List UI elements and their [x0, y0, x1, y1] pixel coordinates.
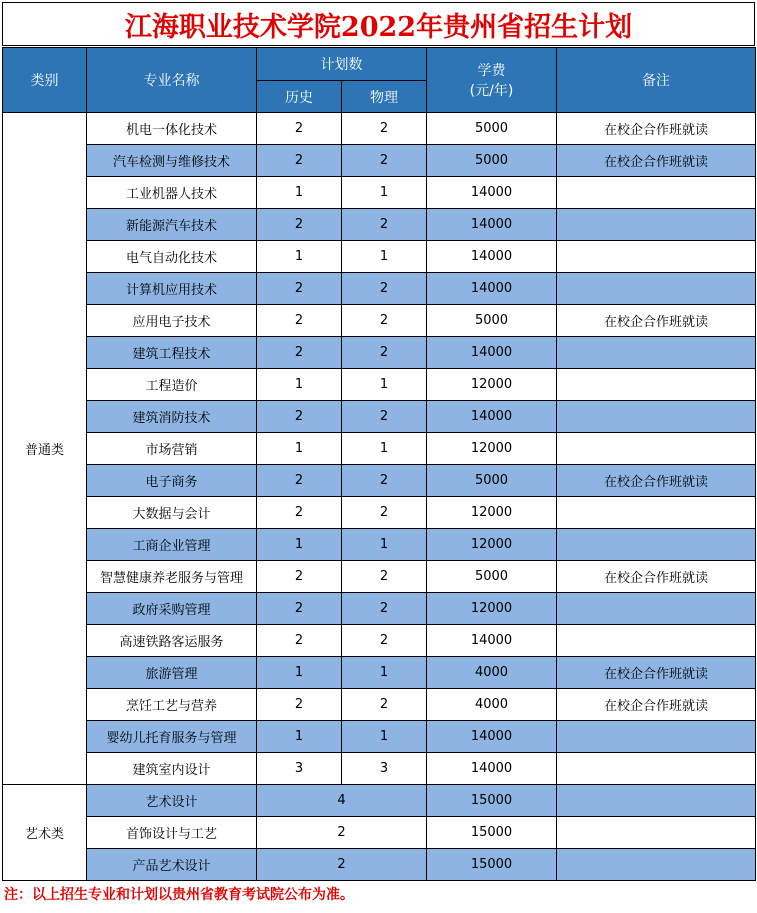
remark-cell: 在校企合作班就读 [557, 689, 756, 721]
physics-cell: 2 [342, 561, 427, 593]
table-row [3, 849, 756, 881]
major-cell: 首饰设计与工艺 [87, 817, 257, 849]
fee-cell: 15000 [427, 785, 557, 817]
physics-cell: 1 [342, 177, 427, 209]
fee-cell: 12000 [427, 593, 557, 625]
remark-cell [557, 625, 756, 657]
major-cell: 工业机器人技术 [87, 177, 257, 209]
history-cell: 2 [257, 337, 342, 369]
major-cell: 旅游管理 [87, 657, 257, 689]
table-row [3, 785, 756, 817]
physics-cell: 2 [342, 209, 427, 241]
header-major: 专业名称 [87, 48, 257, 113]
history-cell: 2 [257, 689, 342, 721]
page-title: 江海职业技术学院2022年贵州省招生计划 [2, 2, 755, 46]
history-cell: 1 [257, 657, 342, 689]
major-cell: 大数据与会计 [87, 497, 257, 529]
table-row [3, 337, 756, 369]
fee-cell: 5000 [427, 113, 557, 145]
history-cell: 2 [257, 561, 342, 593]
physics-cell: 2 [342, 625, 427, 657]
header-fee-line1: 学费 [477, 63, 506, 79]
history-cell: 2 [257, 593, 342, 625]
history-cell: 1 [257, 177, 342, 209]
remark-cell [557, 497, 756, 529]
fee-cell: 4000 [427, 657, 557, 689]
remark-cell [557, 593, 756, 625]
table-row [3, 529, 756, 561]
remark-cell [557, 177, 756, 209]
remark-cell [557, 369, 756, 401]
physics-cell: 2 [342, 689, 427, 721]
major-cell: 市场营销 [87, 433, 257, 465]
remark-cell: 在校企合作班就读 [557, 561, 756, 593]
plan-cell: 2 [257, 817, 427, 849]
table-body [3, 113, 756, 881]
major-cell: 烹饪工艺与营养 [87, 689, 257, 721]
physics-cell: 2 [342, 273, 427, 305]
history-cell: 1 [257, 241, 342, 273]
history-cell: 2 [257, 113, 342, 145]
major-cell: 建筑工程技术 [87, 337, 257, 369]
major-cell: 计算机应用技术 [87, 273, 257, 305]
physics-cell: 1 [342, 529, 427, 561]
major-cell: 智慧健康养老服务与管理 [87, 561, 257, 593]
remark-cell [557, 785, 756, 817]
header-physics: 物理 [342, 81, 427, 113]
major-cell: 婴幼儿托育服务与管理 [87, 721, 257, 753]
remark-cell: 在校企合作班就读 [557, 305, 756, 337]
fee-cell: 5000 [427, 305, 557, 337]
table-row [3, 145, 756, 177]
major-cell: 高速铁路客运服务 [87, 625, 257, 657]
remark-cell: 在校企合作班就读 [557, 145, 756, 177]
major-cell: 建筑室内设计 [87, 753, 257, 785]
fee-cell: 12000 [427, 369, 557, 401]
history-cell: 2 [257, 497, 342, 529]
physics-cell: 2 [342, 113, 427, 145]
remark-cell [557, 273, 756, 305]
fee-cell: 14000 [427, 721, 557, 753]
header-category: 类别 [3, 48, 87, 113]
history-cell: 2 [257, 625, 342, 657]
history-cell: 2 [257, 465, 342, 497]
fee-cell: 14000 [427, 625, 557, 657]
table-row [3, 209, 756, 241]
remark-cell [557, 849, 756, 881]
major-cell: 汽车检测与维修技术 [87, 145, 257, 177]
plan-cell: 2 [257, 849, 427, 881]
header-fee [427, 48, 557, 113]
remark-cell [557, 753, 756, 785]
table-row [3, 689, 756, 721]
fee-cell: 14000 [427, 241, 557, 273]
remark-cell [557, 209, 756, 241]
fee-cell: 5000 [427, 465, 557, 497]
fee-cell: 14000 [427, 209, 557, 241]
physics-cell: 3 [342, 753, 427, 785]
physics-cell: 1 [342, 433, 427, 465]
physics-cell: 1 [342, 369, 427, 401]
remark-cell [557, 337, 756, 369]
remark-cell [557, 721, 756, 753]
physics-cell: 2 [342, 337, 427, 369]
history-cell: 1 [257, 721, 342, 753]
fee-cell: 15000 [427, 817, 557, 849]
header-plan: 计划数 [257, 48, 427, 81]
fee-cell: 14000 [427, 401, 557, 433]
header-history: 历史 [257, 81, 342, 113]
major-cell: 政府采购管理 [87, 593, 257, 625]
table-row [3, 721, 756, 753]
category-cell: 普通类 [3, 113, 87, 785]
header-fee-line2: (元/年) [469, 83, 514, 99]
physics-cell: 1 [342, 241, 427, 273]
major-cell: 电气自动化技术 [87, 241, 257, 273]
major-cell: 应用电子技术 [87, 305, 257, 337]
fee-cell: 12000 [427, 497, 557, 529]
table-row [3, 465, 756, 497]
history-cell: 1 [257, 369, 342, 401]
remark-cell: 在校企合作班就读 [557, 465, 756, 497]
fee-cell: 5000 [427, 561, 557, 593]
table-row [3, 561, 756, 593]
category-cell: 艺术类 [3, 785, 87, 881]
table-row [3, 433, 756, 465]
fee-cell: 15000 [427, 849, 557, 881]
history-cell: 1 [257, 529, 342, 561]
fee-cell: 14000 [427, 753, 557, 785]
remark-cell [557, 817, 756, 849]
history-cell: 2 [257, 401, 342, 433]
history-cell: 2 [257, 273, 342, 305]
footnote: 注：以上招生专业和计划以贵州省教育考试院公布为准。 [4, 887, 354, 903]
physics-cell: 2 [342, 465, 427, 497]
physics-cell: 2 [342, 305, 427, 337]
physics-cell: 2 [342, 497, 427, 529]
remark-cell [557, 241, 756, 273]
physics-cell: 1 [342, 657, 427, 689]
table-row [3, 177, 756, 209]
fee-cell: 5000 [427, 145, 557, 177]
table-row [3, 369, 756, 401]
remark-cell [557, 529, 756, 561]
fee-cell: 14000 [427, 337, 557, 369]
enrollment-plan-table [2, 47, 756, 881]
table-row [3, 753, 756, 785]
fee-cell: 12000 [427, 529, 557, 561]
table-row [3, 657, 756, 689]
plan-cell: 4 [257, 785, 427, 817]
table-row [3, 497, 756, 529]
table-row [3, 593, 756, 625]
major-cell: 工商企业管理 [87, 529, 257, 561]
table-row [3, 113, 756, 145]
table-row [3, 241, 756, 273]
history-cell: 3 [257, 753, 342, 785]
fee-cell: 14000 [427, 273, 557, 305]
remark-cell: 在校企合作班就读 [557, 657, 756, 689]
physics-cell: 2 [342, 401, 427, 433]
remark-cell [557, 401, 756, 433]
physics-cell: 1 [342, 721, 427, 753]
major-cell: 工程造价 [87, 369, 257, 401]
major-cell: 新能源汽车技术 [87, 209, 257, 241]
table-row [3, 305, 756, 337]
table-row [3, 817, 756, 849]
table-row [3, 401, 756, 433]
history-cell: 2 [257, 145, 342, 177]
major-cell: 机电一体化技术 [87, 113, 257, 145]
major-cell: 电子商务 [87, 465, 257, 497]
history-cell: 2 [257, 209, 342, 241]
table-row [3, 273, 756, 305]
physics-cell: 2 [342, 145, 427, 177]
physics-cell: 2 [342, 593, 427, 625]
table-row [3, 625, 756, 657]
history-cell: 2 [257, 305, 342, 337]
major-cell: 建筑消防技术 [87, 401, 257, 433]
major-cell: 产品艺术设计 [87, 849, 257, 881]
major-cell: 艺术设计 [87, 785, 257, 817]
fee-cell: 4000 [427, 689, 557, 721]
remark-cell [557, 433, 756, 465]
fee-cell: 12000 [427, 433, 557, 465]
header-remark: 备注 [557, 48, 756, 113]
remark-cell: 在校企合作班就读 [557, 113, 756, 145]
history-cell: 1 [257, 433, 342, 465]
fee-cell: 14000 [427, 177, 557, 209]
